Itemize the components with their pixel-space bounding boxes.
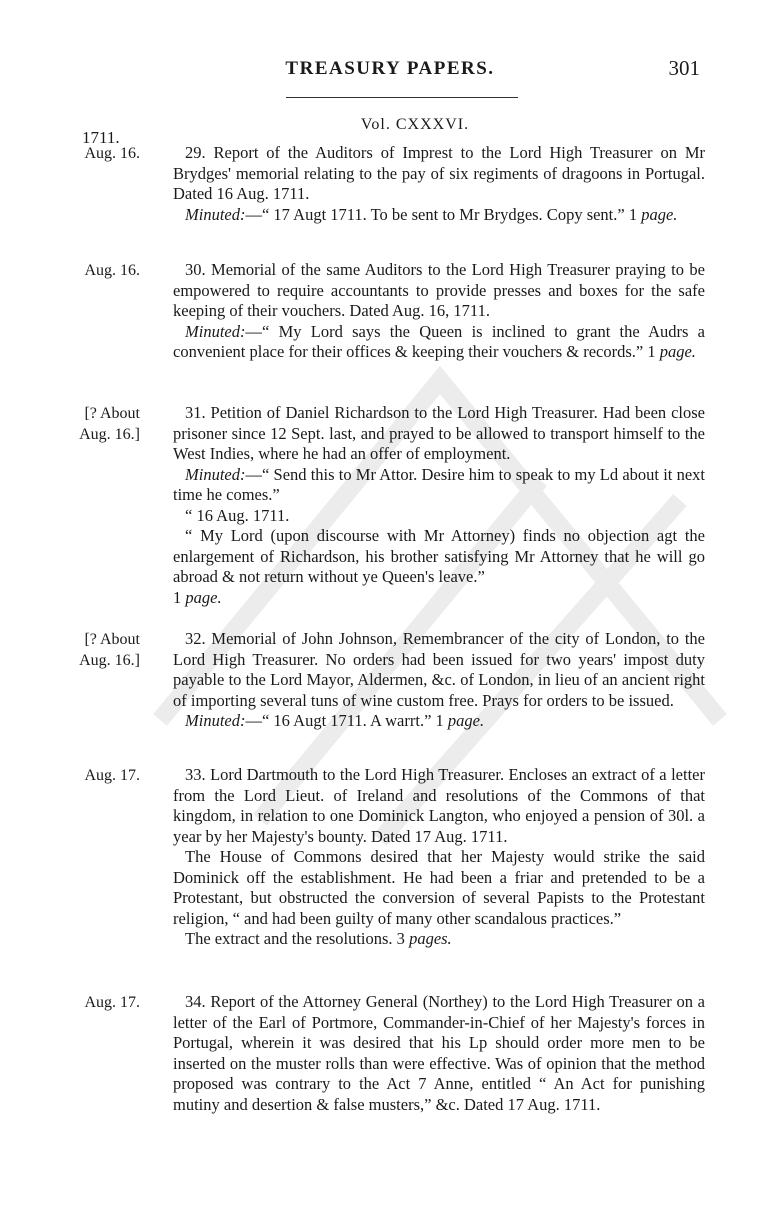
minute-text: —“ Send this to Mr Attor. Desire him to speak to my Ld about it next time he comes.” (173, 464, 705, 504)
entry-34 (60, 992, 705, 1115)
page-count: page. (641, 204, 678, 224)
entry-minute (173, 322, 705, 363)
entry-31 (60, 403, 705, 608)
minute-label: Minuted: (185, 464, 246, 484)
page-count: page. (659, 342, 696, 361)
minute-text: —“ My Lord says the Queen is inclined to grant the Audrs a convenient place for their offices & keeping their vouchers & records.” 1 (173, 321, 705, 361)
minute-text: —“ 17 Augt 1711. To be sent to Mr Brydges. Copy sent.” 1 (245, 204, 638, 224)
header-rule (286, 97, 518, 98)
entry-30 (60, 260, 705, 363)
enclosure-text: The extract and the resolutions. 3 (185, 929, 405, 948)
page-count-line (173, 588, 705, 609)
minute-date: “ 16 Aug. 1711. (185, 505, 290, 525)
entry-text: 33. Lord Dartmouth to the Lord High Treasurer. Encloses an extract of a letter from the Lord Lieut. of Ireland and resolutions of the Commons of that kingdom, in relation to one Dominick Langton, who enjoyed a pension of 30l. a year by her Majesty's bounty. Dated 17 Aug. 1711. (173, 765, 705, 846)
page-number: 301 (668, 56, 700, 80)
page-count: pages. (409, 929, 452, 948)
minute-followup: “ My Lord (upon discourse with Mr Attorney) finds no objection agt the enlargement of Richardson, his brother satisfying Mr Attorney that he will go abroad & not return without ye Queen's leave.” (173, 526, 705, 586)
entry-date: Aug. 16. (84, 262, 140, 279)
page-count: page. (185, 587, 222, 607)
entry-date: [? About Aug. 16.] (79, 631, 140, 669)
entry-32 (60, 629, 705, 732)
entry-text: 31. Petition of Daniel Richardson to the Lord High Treasurer. Had been close prisoner since 12 Sept. last, and prayed to be allowed to transport himself to the West Indies, where he had an offer of employment. (173, 403, 705, 463)
entry-text: 29. Report of the Auditors of Imprest to the Lord High Treasurer on Mr Brydges' memorial relating to the pay of six regiments of dragoons in Portugal. Dated 16 Aug. 1711. (173, 143, 705, 203)
volume-heading: Vol. CXXXVI. (360, 116, 470, 133)
running-title: TREASURY PAPERS. (285, 58, 495, 79)
minute-label: Minuted: (185, 711, 246, 730)
entry-33 (60, 765, 705, 950)
entry-minute (173, 205, 705, 226)
entry-date: Aug. 17. (84, 767, 140, 784)
entry-paragraph: The House of Commons desired that her Majesty would strike the said Dominick off the establishment. He had been a friar and pretended to be a Protestant, but obstructed the conversion of several Papists to the Protestant religion, “ and had been guilty of many other scandalous practices.” (173, 847, 705, 928)
minute-label: Minuted: (185, 204, 246, 224)
page-count: page. (447, 711, 485, 730)
entry-29 (60, 143, 705, 225)
entry-text: 32. Memorial of John Johnson, Remembrancer of the city of London, to the Lord High Treasurer. No orders had been issued for two years' impost duty payable to the Lord Mayor, Aldermen, &c. of London, in lieu of an ancient right of importing several tuns of wine custom free. Prays for orders to be issued. (173, 629, 705, 710)
minute-label: Minuted: (185, 321, 246, 341)
entry-minute (173, 711, 705, 732)
entry-text: 34. Report of the Attorney General (Northey) to the Lord High Treasurer on a letter of the Earl of Portmore, Commander-in-Chief of her Majesty's forces in Portugal, wherein it was desired that his Lp should order more men to be inserted on the muster rolls than were effective. Was of opinion that the method proposed was contrary to the Act 7 Anne, entitled “ An Act for punishing mutiny and desertion & false musters,” &c. Dated 17 Aug. 1711. (173, 992, 705, 1114)
entry-minute (173, 465, 705, 506)
page-count-number: 1 (173, 587, 182, 607)
minute-text: —“ 16 Augt 1711. A warrt.” 1 (245, 711, 444, 730)
running-head (80, 58, 700, 88)
entry-enclosure (173, 929, 705, 950)
entry-date: Aug. 17. (84, 994, 140, 1011)
entry-date: [? About Aug. 16.] (79, 405, 140, 443)
entry-text: 30. Memorial of the same Auditors to the Lord High Treasurer praying to be empowered to require accountants to provide presses and boxes for the safe keeping of their vouchers. Dated Aug. 16, 1711. (173, 260, 705, 320)
year-label: 1711. (82, 128, 120, 147)
entry-date: Aug. 16. (84, 145, 140, 162)
